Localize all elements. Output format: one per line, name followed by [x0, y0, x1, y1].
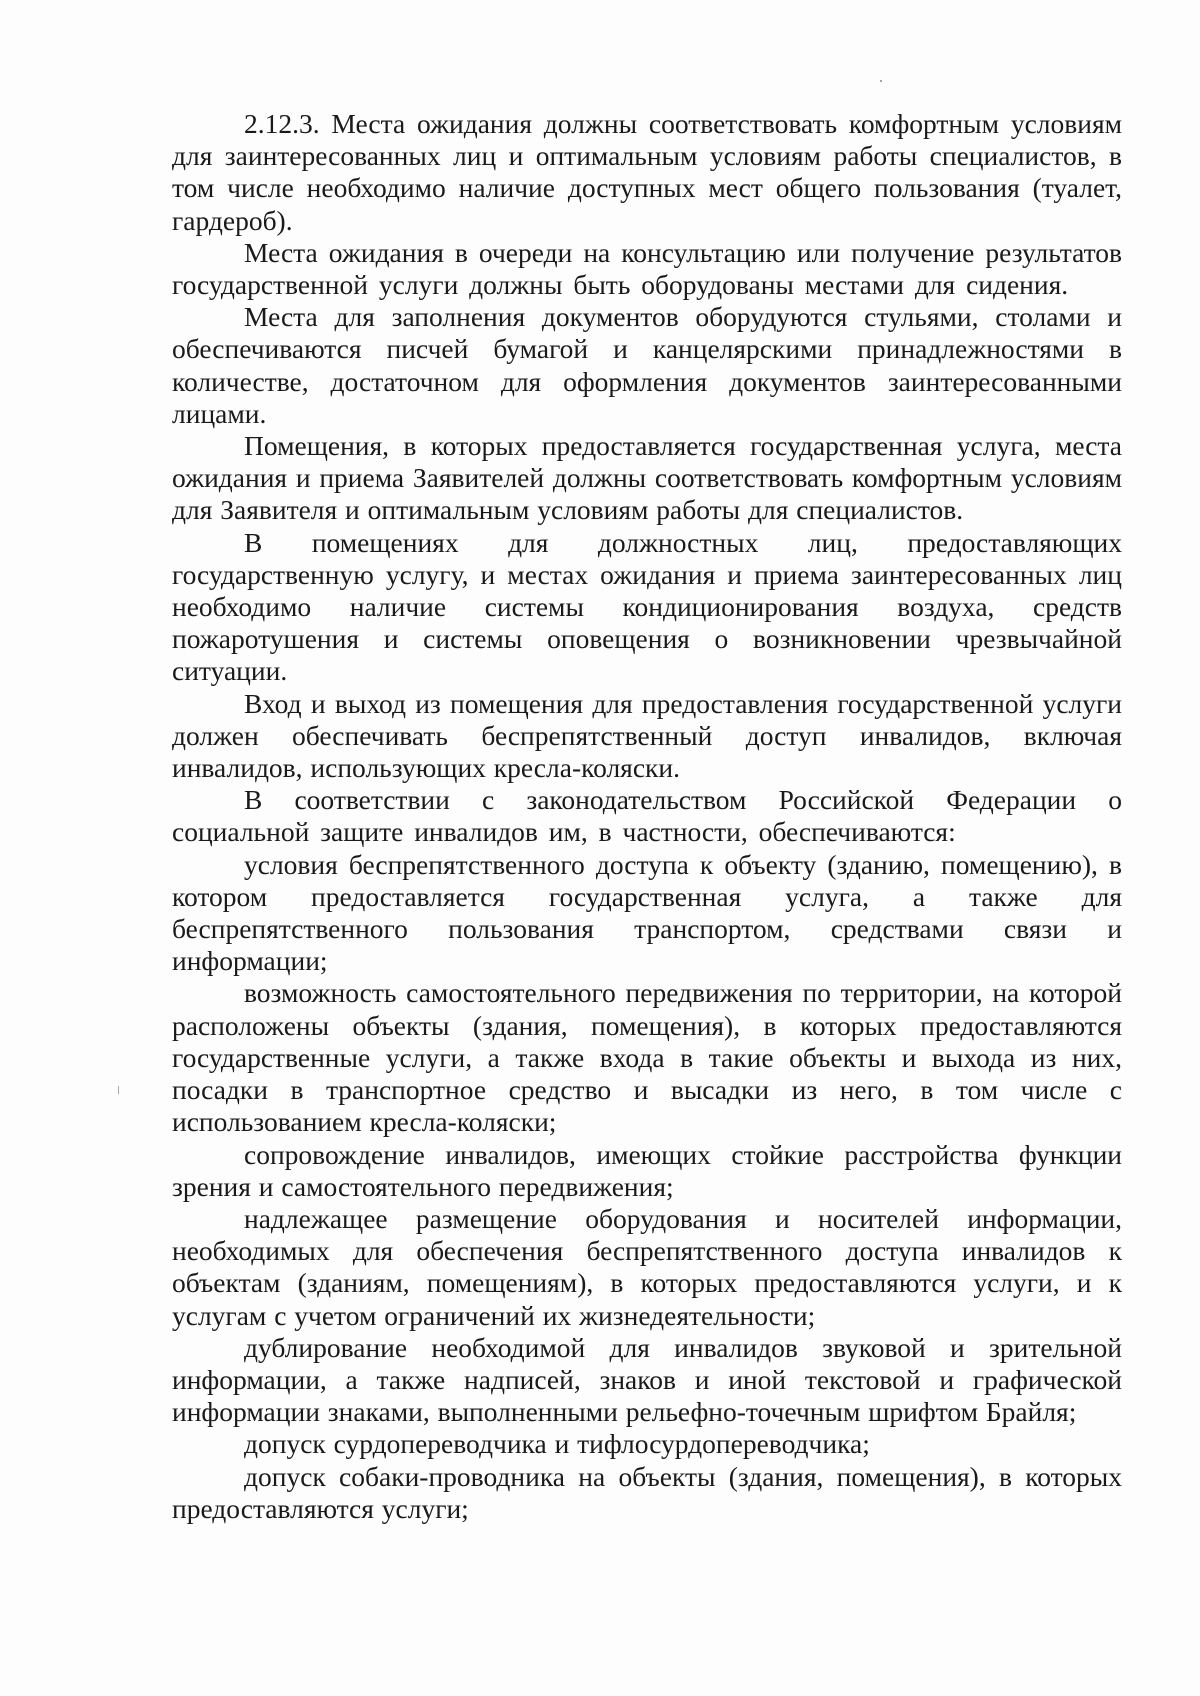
- document-body: [172, 108, 1122, 1525]
- paragraph-2-12-3: 2.12.3. Места ожидания должны соответствовать комфортным условиям для заинтересованных лиц и оптимальным условиям работы специалистов, в том числе необходимо наличие доступных мест общего пользования (туалет, гардероб).: [172, 108, 1122, 236]
- list-item-guide-dog: допуск собаки-проводника на объекты (здания, помещения), в которых предоставляются услуги;: [172, 1460, 1122, 1524]
- paragraph-legislation: В соответствии с законодательством Российской Федерации о социальной защите инвалидов им, в частности, обеспечиваются:: [172, 784, 1122, 848]
- list-item-sign-interpreter: допуск сурдопереводчика и тифлосурдопереводчика;: [244, 1428, 870, 1460]
- list-item-equipment-placement: надлежащее размещение оборудования и носителей информации, необходимых для обеспечения беспрепятственного доступа инвалидов к объектам (зданиям, помещениям), в которых предоставляются услуги, и к услугам с учетом ограничений их жизнедеятельности;: [172, 1202, 1122, 1331]
- paragraph-premises: Помещения, в которых предоставляется государственная услуга, места ожидания и приема Заявителей должны соответствовать комфортным условиям для Заявителя и оптимальным условиям работы для специалистов.: [172, 430, 1122, 526]
- list-item-duplication: дублирование необходимой для инвалидов звуковой и зрительной информации, а также надписей, знаков и иной текстовой и графической информации знаками, выполненными рельефно-точечным шрифтом Брайля;: [172, 1331, 1122, 1428]
- paragraph-document-filling: Места для заполнения документов оборудуются стульями, столами и обеспечиваются писчей бумагой и канцелярскими принадлежностями в количестве, достаточном для оформления документов заинтересованными лицами.: [172, 301, 1122, 429]
- paragraph-premises-systems: В помещениях для должностных лиц, предоставляющих государственную услугу, и местах ожидания и приема заинтересованных лиц необходимо наличие системы кондиционирования воздуха, средств пожаротушения и системы оповещения о возникновении чрезвычайной ситуации.: [172, 526, 1122, 687]
- list-item-movement: возможность самостоятельного передвижения по территории, на которой расположены объекты (здания, помещения), в которых предоставляются государственные услуги, а также входа в такие объекты и выхода из них, посадки в транспортное средство и высадки из него, в том числе с использованием кресла-коляски;: [172, 977, 1122, 1138]
- list-item-escort: сопровождение инвалидов, имеющих стойкие расстройства функции зрения и самостоятельного передвижения;: [172, 1138, 1122, 1202]
- scan-mark: [118, 1086, 119, 1094]
- scan-speck: [880, 80, 882, 82]
- paragraph-waiting-seats: Места ожидания в очереди на консультацию или получение результатов государственной услуги должны быть оборудованы местами для сидения.: [172, 236, 1122, 301]
- paragraph-entrance-exit: Вход и выход из помещения для предоставления государственной услуги должен обеспечивать беспрепятственный доступ инвалидов, включая инвалидов, использующих кресла-коляски.: [172, 687, 1122, 784]
- list-item-access-conditions: условия беспрепятственного доступа к объекту (зданию, помещению), в котором предоставляется государственная услуга, а также для беспрепятственного пользования транспортом, средствами связи и информации;: [172, 848, 1122, 977]
